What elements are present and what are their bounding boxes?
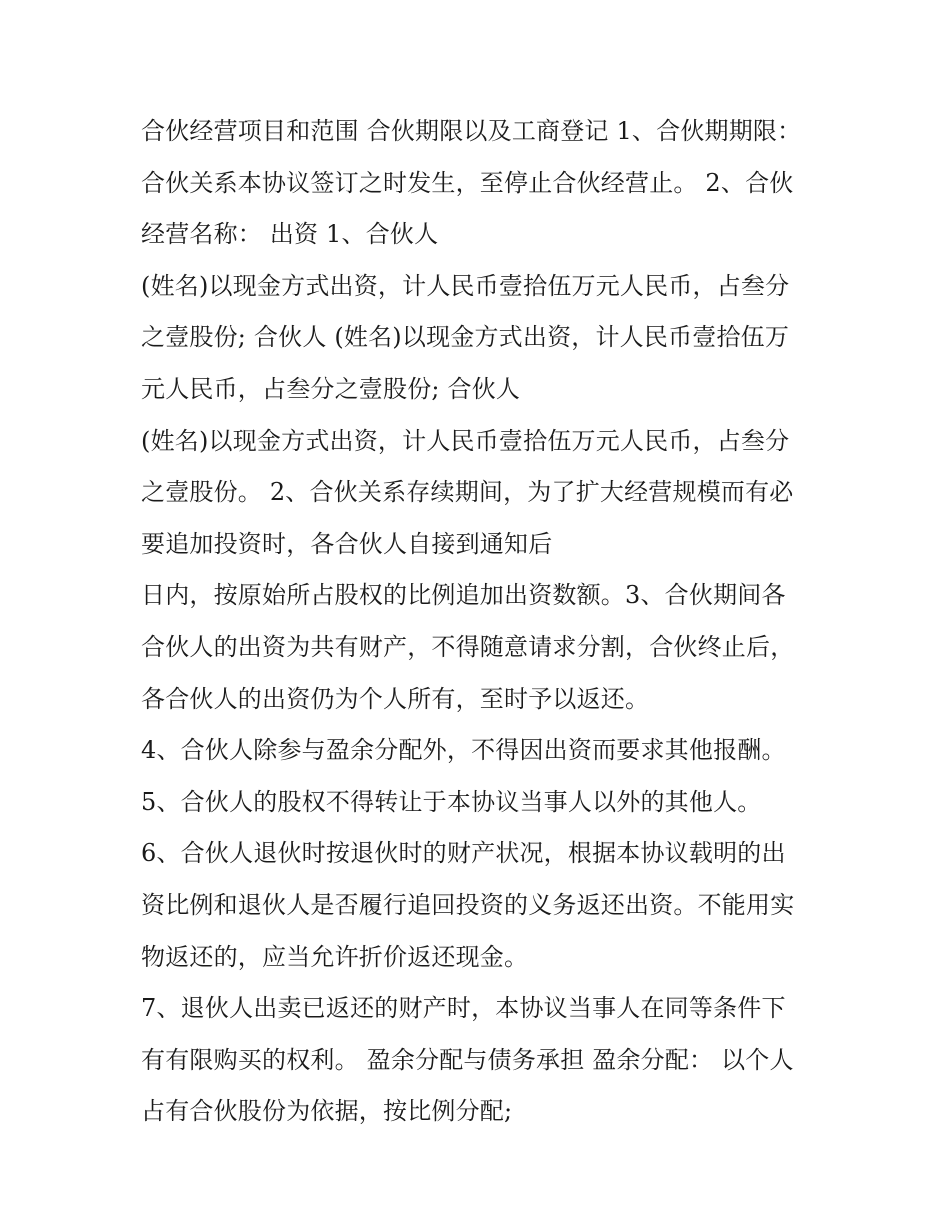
text-line: (姓名)以现金方式出资，计人民币壹拾伍万元人民币，占叁分: [141, 271, 790, 300]
text-line: 之壹股份; 合伙人 (姓名)以现金方式出资，计人民币壹拾伍万: [141, 323, 790, 352]
text-line: 占有合伙股份为依据，按比例分配;: [141, 1097, 513, 1126]
text-line: (姓名)以现金方式出资，计人民币壹拾伍万元人民币，占叁分: [141, 426, 790, 455]
text-line: 4、合伙人除参与盈余分配外，不得因出资而要求其他报酬。: [141, 736, 786, 765]
text-line: 之壹股份。 2、合伙关系存续期间，为了扩大经营规模而有必: [141, 478, 794, 507]
text-line: 5、合伙人的股权不得转让于本协议当事人以外的其他人。: [141, 787, 762, 816]
text-line: 合伙人的出资为共有财产，不得随意请求分割，合伙终止后，: [141, 632, 795, 661]
text-line: 6、合伙人退伙时按退伙时的财产状况，根据本协议载明的出: [141, 839, 786, 868]
text-line: 各合伙人的出资仍为个人所有，至时予以返还。: [141, 684, 650, 713]
text-line: 合伙经营项目和范围 合伙期限以及工商登记 1、合伙期期限：: [141, 117, 802, 145]
text-line: 经营名称： 出资 1、合伙人: [141, 220, 439, 249]
text-line: 资比例和退伙人是否履行追回投资的义务返还出资。不能用实: [141, 890, 795, 919]
text-line: 物返还的，应当允许折价返还现金。: [141, 942, 529, 971]
text-line: 元人民币，占叁分之壹股份; 合伙人: [141, 374, 521, 403]
text-line: 合伙关系本协议签订之时发生，至停止合伙经营止。 2、合伙: [141, 168, 794, 197]
text-line: 有有限购买的权利。 盈余分配与债务承担 盈余分配： 以个人: [141, 1045, 794, 1074]
text-line: 7、退伙人出卖已返还的财产时，本协议当事人在同等条件下: [141, 994, 786, 1023]
text-line: 要追加投资时，各合伙人自接到通知后: [141, 529, 553, 558]
document-body: [141, 106, 821, 1138]
text-line: 日内，按原始所占股权的比例追加出资数额。3、合伙期间各: [141, 581, 786, 610]
